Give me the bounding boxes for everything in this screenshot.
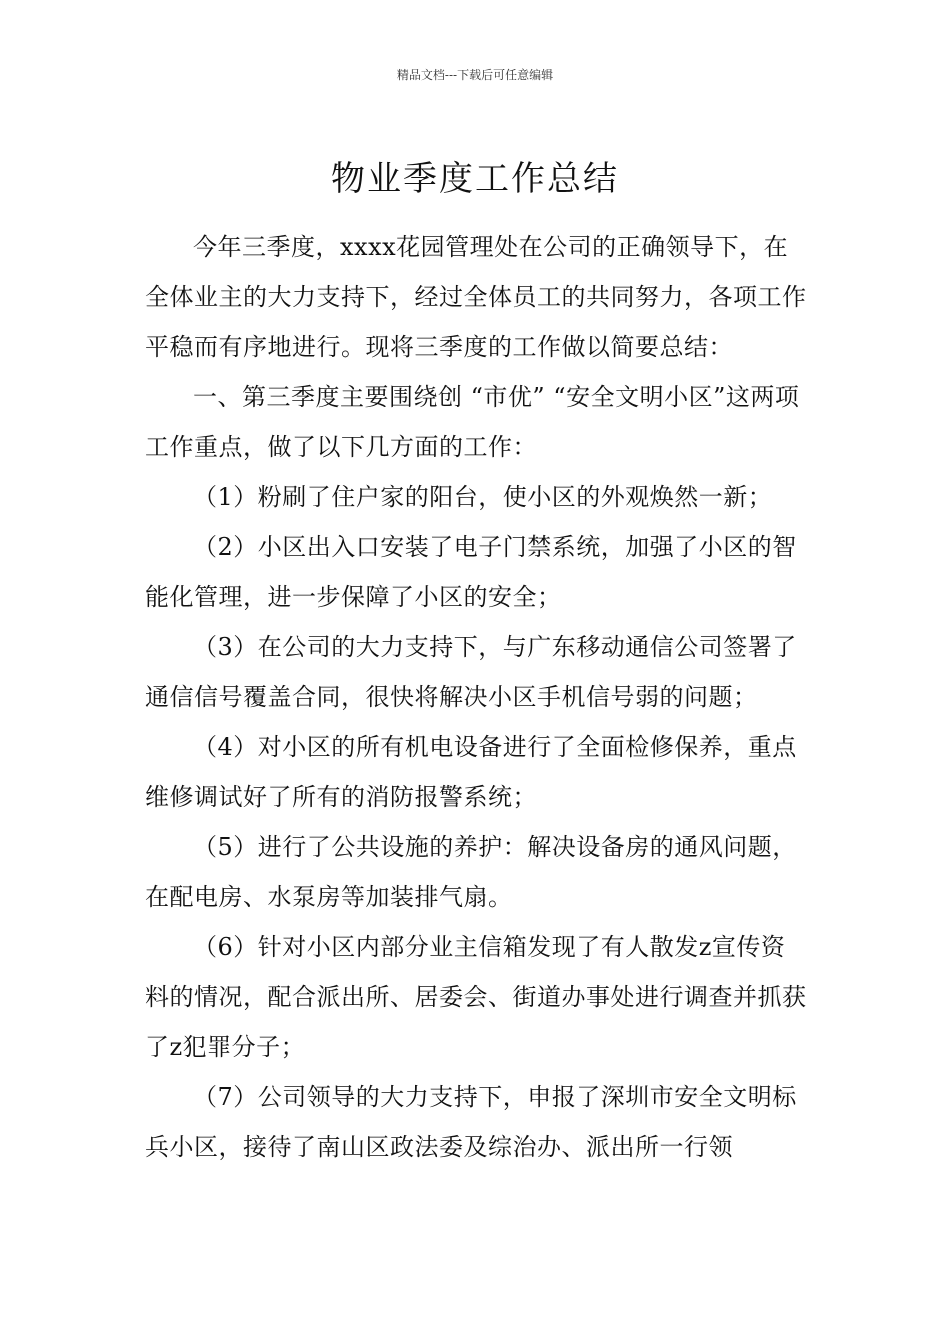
document-body bbox=[145, 222, 807, 1172]
page-header: 精品文档---下载后可任意编辑 bbox=[396, 68, 554, 82]
paragraph-item-3: （3）在公司的大力支持下，与广东移动通信公司签署了通信信号覆盖合同，很快将解决小区手机信号弱的问题； bbox=[145, 633, 797, 711]
paragraph-intro: 今年三季度，xxxx花园管理处在公司的正确领导下，在全体业主的大力支持下，经过全体员工的共同努力，各项工作平稳而有序地进行。现将三季度的工作做以简要总结： bbox=[145, 233, 807, 361]
document-title: 物业季度工作总结 bbox=[331, 158, 619, 199]
paragraph-item-5: （5）进行了公共设施的养护：解决设备房的通风问题，在配电房、水泵房等加装排气扇。 bbox=[145, 833, 797, 911]
paragraph-item-6: （6）针对小区内部分业主信箱发现了有人散发z宣传资料的情况，配合派出所、居委会、街道办事处进行调查并抓获了z犯罪分子； bbox=[145, 933, 807, 1061]
paragraph-section-one: 一、第三季度主要围绕创 “市优” “安全文明小区”这两项工作重点，做了以下几方面的工作： bbox=[145, 383, 800, 461]
paragraph-item-4: （4）对小区的所有机电设备进行了全面检修保养，重点维修调试好了所有的消防报警系统； bbox=[145, 733, 797, 811]
paragraph-item-2: （2）小区出入口安装了电子门禁系统，加强了小区的智能化管理，进一步保障了小区的安全； bbox=[145, 533, 797, 611]
paragraph-item-1: （1）粉刷了住户家的阳台，使小区的外观焕然一新； bbox=[193, 483, 773, 511]
paragraph-item-7: （7）公司领导的大力支持下，申报了深圳市安全文明标兵小区，接待了南山区政法委及综治办、派出所一行领 bbox=[145, 1083, 797, 1161]
